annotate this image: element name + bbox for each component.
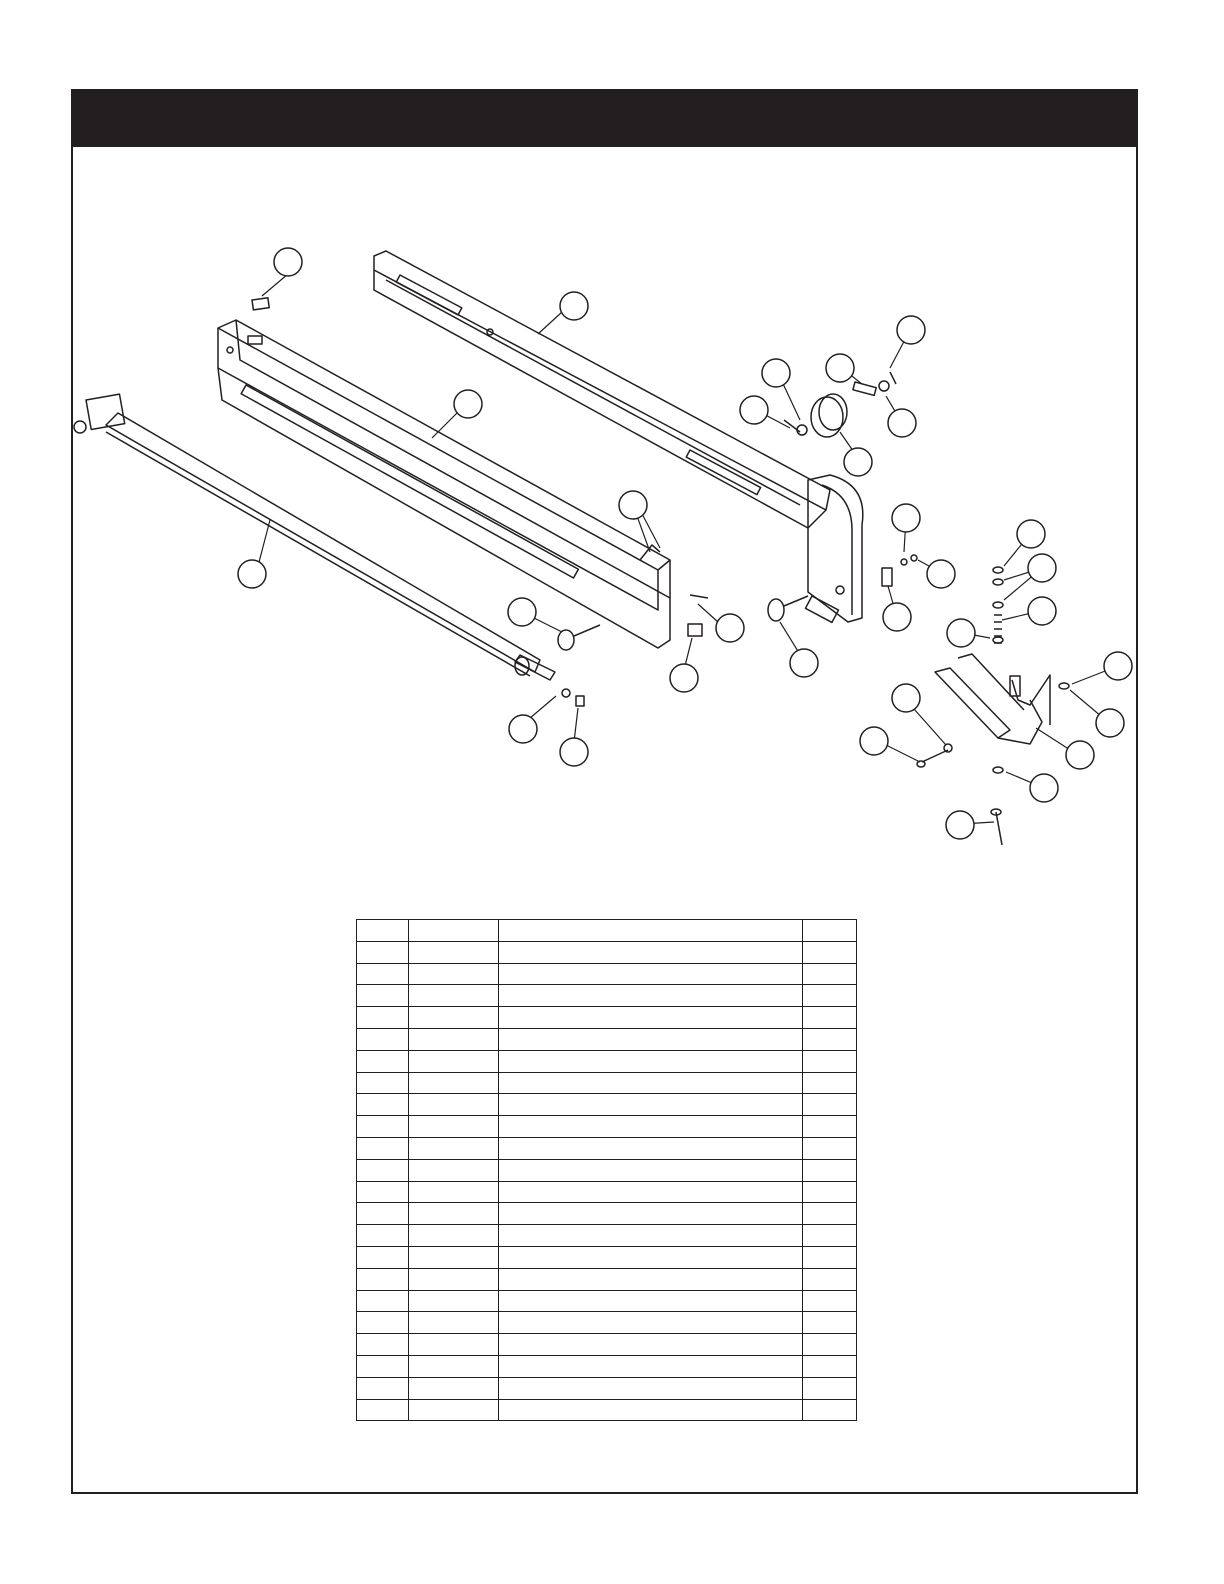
qty-cell [803,1050,857,1072]
qty-cell [803,1268,857,1290]
ref-no-cell [357,1094,409,1116]
part-no-cell [409,1334,499,1356]
table-row [357,1312,857,1334]
description-cell [499,1377,803,1399]
table-row [357,1072,857,1094]
table-row [357,920,857,942]
qty-cell [803,1137,857,1159]
qty-cell [803,1203,857,1225]
part-no-cell [409,1355,499,1377]
table-row [357,1094,857,1116]
part-no-cell [409,941,499,963]
table-row [357,941,857,963]
description-cell [499,1225,803,1247]
ref-no-cell [357,1334,409,1356]
qty-cell [803,920,857,942]
ref-no-cell [357,1225,409,1247]
description-cell [499,1137,803,1159]
table-row [357,985,857,1007]
qty-cell [803,1181,857,1203]
description-cell [499,1159,803,1181]
part-no-cell [409,1050,499,1072]
part-no-cell [409,1399,499,1421]
qty-cell [803,1312,857,1334]
ref-no-cell [357,920,409,942]
ref-no-cell [357,1377,409,1399]
ref-no-cell [357,1116,409,1138]
qty-cell [803,985,857,1007]
description-cell [499,1094,803,1116]
table-row [357,1377,857,1399]
table-row [357,1355,857,1377]
part-no-cell [409,1137,499,1159]
table-row [357,1116,857,1138]
table-row [357,1159,857,1181]
part-no-cell [409,1072,499,1094]
qty-cell [803,1028,857,1050]
description-cell [499,1050,803,1072]
table-row [357,963,857,985]
ref-no-cell [357,1246,409,1268]
description-cell [499,985,803,1007]
part-no-cell [409,1181,499,1203]
description-cell [499,1399,803,1421]
ref-no-cell [357,1159,409,1181]
table-row [357,1203,857,1225]
part-no-cell [409,1203,499,1225]
ref-no-cell [357,1072,409,1094]
part-no-cell [409,1246,499,1268]
part-no-cell [409,1116,499,1138]
table-row [357,1290,857,1312]
qty-cell [803,1377,857,1399]
ref-no-cell [357,1181,409,1203]
description-cell [499,1334,803,1356]
ref-no-cell [357,1312,409,1334]
description-cell [499,920,803,942]
part-no-cell [409,1028,499,1050]
ref-no-cell [357,1028,409,1050]
part-no-cell [409,963,499,985]
part-no-cell [409,1290,499,1312]
part-no-cell [409,1159,499,1181]
qty-cell [803,1355,857,1377]
description-cell [499,1355,803,1377]
section-header [73,91,1136,147]
table-row [357,1181,857,1203]
table-row [357,1399,857,1421]
ref-no-cell [357,985,409,1007]
part-no-cell [409,920,499,942]
description-cell [499,1203,803,1225]
table-row [357,1268,857,1290]
table-row [357,1137,857,1159]
part-no-cell [409,985,499,1007]
description-cell [499,1290,803,1312]
table-row [357,1050,857,1072]
ref-no-cell [357,941,409,963]
table-row [357,1007,857,1029]
description-cell [499,1312,803,1334]
part-no-cell [409,1312,499,1334]
qty-cell [803,1334,857,1356]
part-no-cell [409,1377,499,1399]
ref-no-cell [357,1399,409,1421]
ref-no-cell [357,1290,409,1312]
description-cell [499,1007,803,1029]
table-row [357,1225,857,1247]
description-cell [499,963,803,985]
part-no-cell [409,1225,499,1247]
part-no-cell [409,1094,499,1116]
description-cell [499,1116,803,1138]
qty-cell [803,1290,857,1312]
ref-no-cell [357,1268,409,1290]
qty-cell [803,1072,857,1094]
part-no-cell [409,1268,499,1290]
qty-cell [803,1094,857,1116]
qty-cell [803,1007,857,1029]
description-cell [499,1072,803,1094]
qty-cell [803,1116,857,1138]
description-cell [499,1268,803,1290]
description-cell [499,1246,803,1268]
part-no-cell [409,1007,499,1029]
table-row [357,1334,857,1356]
description-cell [499,1028,803,1050]
ref-no-cell [357,1137,409,1159]
ref-no-cell [357,1007,409,1029]
parts-list-table [356,919,857,1421]
description-cell [499,1181,803,1203]
table-row [357,1246,857,1268]
table-row [357,1028,857,1050]
qty-cell [803,1246,857,1268]
qty-cell [803,1399,857,1421]
ref-no-cell [357,1203,409,1225]
qty-cell [803,1159,857,1181]
description-cell [499,941,803,963]
qty-cell [803,963,857,985]
ref-no-cell [357,1355,409,1377]
ref-no-cell [357,1050,409,1072]
qty-cell [803,941,857,963]
ref-no-cell [357,963,409,985]
qty-cell [803,1225,857,1247]
